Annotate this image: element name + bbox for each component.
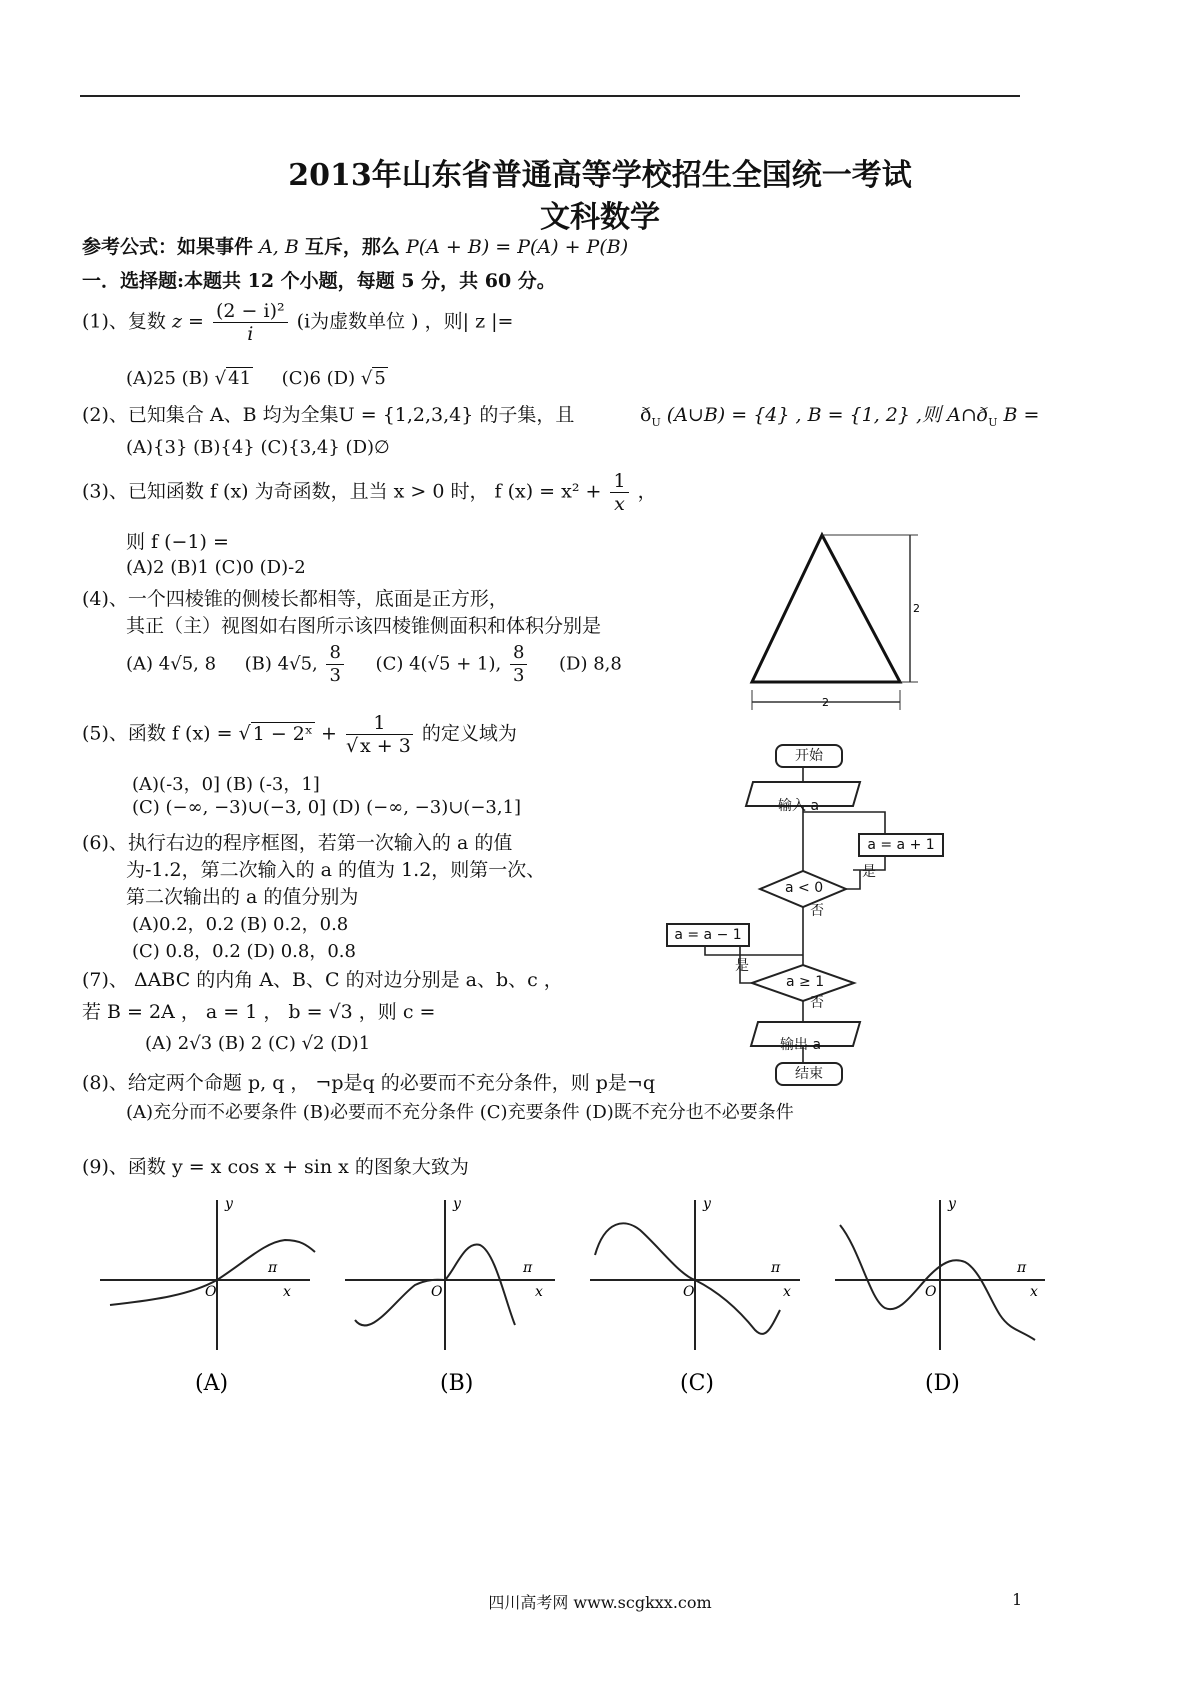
graph-d-y: y xyxy=(948,1196,956,1212)
graph-c-y: y xyxy=(703,1196,711,1212)
q4-opt-c-den: 3 xyxy=(512,665,525,686)
q3-stem: (3)、已知函数 f (x) 为奇函数，且当 x > 0 时， f (x) = x² + xyxy=(82,480,602,503)
question-3 xyxy=(82,470,657,515)
q4-base-label: 2 xyxy=(822,696,829,709)
graph-a-label: (A) xyxy=(195,1371,229,1396)
q5-den-radicand: x + 3 xyxy=(360,735,411,757)
flow-yes-1: 是 xyxy=(862,864,876,880)
flow-decrement: a = a − 1 xyxy=(666,923,750,947)
q1-den: i xyxy=(247,323,254,345)
section-heading: 一．选择题:本题共 12 个小题，每题 5 分，共 60 分。 xyxy=(82,270,556,292)
q2-tail: B = xyxy=(1003,404,1040,426)
q1-z: z = xyxy=(171,310,204,333)
q1-opt-ab: (A)25 (B) xyxy=(126,368,209,389)
formula-mid: 互斥，那么 xyxy=(304,236,400,258)
q4-opt-c-num: 8 xyxy=(510,642,527,665)
q4-opt-b-frac xyxy=(326,642,343,687)
q1-stem-b: (i为虚数单位 ) ，则| z |= xyxy=(296,310,514,333)
q2-stem: (2)、已知集合 A、B 均为全集U = {1,2,3,4} 的子集，且 xyxy=(82,404,575,426)
formula-vars: A, B xyxy=(259,236,299,258)
q1-opt-b-radicand: 41 xyxy=(228,368,252,389)
q4-opt-c: (C) 4(√5 + 1), xyxy=(375,653,502,675)
graph-c-x: x xyxy=(783,1284,791,1300)
reference-formula xyxy=(82,232,628,259)
q4-opt-d: (D) 8,8 xyxy=(559,653,622,675)
q5-stem-b: 的定义域为 xyxy=(421,722,517,745)
flow-input: 输入 a xyxy=(778,798,820,814)
graph-b-pi: π xyxy=(523,1260,533,1276)
graph-b-y: y xyxy=(453,1196,461,1212)
q4-line2: 其正（主）视图如右图所示该四棱锥侧面积和体积分别是 xyxy=(126,615,602,637)
graph-c-pi: π xyxy=(771,1260,781,1276)
q4-line1: (4)、一个四棱锥的侧棱长都相等，底面是正方形， xyxy=(82,588,508,610)
q5-options-2: (C) (−∞, −3)∪(−3, 0] (D) (−∞, −3)∪(−3,1] xyxy=(132,797,522,818)
q3-num: 1 xyxy=(610,470,628,493)
q5-plus: + xyxy=(320,722,337,745)
q4-opt-b-den: 3 xyxy=(329,665,341,686)
formula-expr: P(A + B) = P(A) + P(B) xyxy=(405,236,629,258)
flow-no-1: 否 xyxy=(810,903,824,919)
graph-a-pi: π xyxy=(268,1260,278,1276)
graph-a-x: x xyxy=(283,1284,291,1300)
q6-options-2: (C) 0.8，0.2 (D) 0.8，0.8 xyxy=(132,941,356,962)
q5-stem: (5)、函数 f (x) = xyxy=(82,722,233,745)
q3-stem-b: ， xyxy=(637,480,657,503)
flow-yes-2: 是 xyxy=(735,958,749,974)
q6-flowchart-lines xyxy=(660,740,890,1080)
flow-no-2: 否 xyxy=(810,995,824,1011)
flow-output: 输出 a xyxy=(780,1037,822,1053)
q3-fraction xyxy=(610,470,628,515)
q4-opt-a: (A) 4√5, 8 xyxy=(126,653,217,675)
q5-radicand: 1 − 2ˣ xyxy=(252,722,313,745)
q3-ask: 则 f (−1) = xyxy=(126,531,229,553)
q4-height-label: 2 xyxy=(913,602,920,615)
paper-subtitle: 文科数学 xyxy=(540,200,660,235)
q2-condition xyxy=(640,400,1039,429)
q6-line1: (6)、执行右边的程序框图，若第一次输入的 a 的值 xyxy=(82,832,513,854)
q3-den: x xyxy=(614,493,625,515)
header-rule xyxy=(80,95,1020,97)
graph-a-y: y xyxy=(225,1196,233,1212)
q1-opt-cd: (C)6 (D) xyxy=(281,368,356,389)
q6-line2: 为-1.2，第二次输入的 a 的值为 1.2，则第一次、 xyxy=(126,859,546,881)
q5-num: 1 xyxy=(346,712,413,735)
graph-c-origin: O xyxy=(683,1284,695,1300)
formula-label: 参考公式：如果事件 xyxy=(82,236,254,258)
flow-start: 开始 xyxy=(775,744,843,768)
q7-options: (A) 2√3 (B) 2 (C) √2 (D)1 xyxy=(145,1033,371,1054)
q2-complement-1: ð xyxy=(640,404,652,426)
q4-opt-c-frac xyxy=(510,642,527,687)
q2-options: (A){3} (B){4} (C){3,4} (D)∅ xyxy=(126,437,390,458)
q1-num: (2 − i)² xyxy=(213,300,288,323)
graph-b-x: x xyxy=(535,1284,543,1300)
flow-end: 结束 xyxy=(775,1062,843,1086)
graph-d-x: x xyxy=(1030,1284,1038,1300)
graph-d-origin: O xyxy=(925,1284,937,1300)
question-1 xyxy=(82,300,513,345)
q6-line3: 第二次输出的 a 的值分别为 xyxy=(126,886,359,908)
q2-condition-text: (A∪B) = {4} , B = {1, 2} ,则 A∩ð xyxy=(666,404,989,426)
q2-sub-u-2: U xyxy=(988,415,998,429)
q9-graphs xyxy=(95,1190,1065,1400)
graph-d-label: (D) xyxy=(925,1371,960,1396)
question-5: (5)、函数 f (x) = √ 1 − 2ˣ + $\frac{1}{√ x + 3}$ 的定义域为 xyxy=(82,712,517,757)
footer-site: 四川高考网 www.scgkxx.com xyxy=(488,1593,712,1612)
q1-options: (A)25 (B) √ 41 (C)6 (D) √ 5 xyxy=(126,368,386,389)
graph-c-label: (C) xyxy=(680,1371,714,1396)
q4-opt-b: (B) 4√5, xyxy=(244,653,318,675)
q1-stem: (1)、复数 xyxy=(82,310,166,333)
graph-b-label: (B) xyxy=(440,1371,474,1396)
flow-increment: a = a + 1 xyxy=(858,833,944,857)
q9-stem: (9)、函数 y = x cos x + sin x 的图象大致为 xyxy=(82,1156,469,1178)
q8-options: (A)充分而不必要条件 (B)必要而不充分条件 (C)充要条件 (D)既不充分也不必要条件 xyxy=(126,1102,794,1123)
q1-opt-d-radicand: 5 xyxy=(374,368,386,389)
question-2 xyxy=(82,400,574,427)
q7-line1: (7)、 ΔABC 的内角 A、B、C 的对边分别是 a、b、c ， xyxy=(82,969,563,991)
q4-options xyxy=(126,642,622,687)
graph-a-origin: O xyxy=(205,1284,217,1300)
q8-stem: (8)、给定两个命题 p, q ， ¬p是q 的必要而不充分条件，则 p是¬q xyxy=(82,1072,656,1094)
page-number: 1 xyxy=(1012,1590,1023,1609)
graph-b-origin: O xyxy=(431,1284,443,1300)
flow-cond-1: a < 0 xyxy=(785,880,824,896)
graph-d-pi: π xyxy=(1017,1260,1027,1276)
q4-front-view-figure xyxy=(740,525,920,715)
q7-line2: 若 B = 2A ， a = 1 ， b = √3 ，则 c = xyxy=(82,1001,436,1023)
q6-options-1: (A)0.2，0.2 (B) 0.2，0.8 xyxy=(132,914,349,935)
q2-sub-u-1: U xyxy=(651,415,661,429)
q1-fraction xyxy=(213,300,288,345)
paper-title: 2013年山东省普通高等学校招生全国统一考试 xyxy=(288,158,912,193)
q4-opt-b-num: 8 xyxy=(326,642,343,665)
flow-cond-2: a ≥ 1 xyxy=(786,974,825,990)
q3-options: (A)2 (B)1 (C)0 (D)-2 xyxy=(126,557,306,578)
q5-fraction: $\frac{1}{√ x + 3}$ xyxy=(345,712,411,757)
q5-options-1: (A)(-3，0] (B) (-3，1] xyxy=(132,774,320,795)
